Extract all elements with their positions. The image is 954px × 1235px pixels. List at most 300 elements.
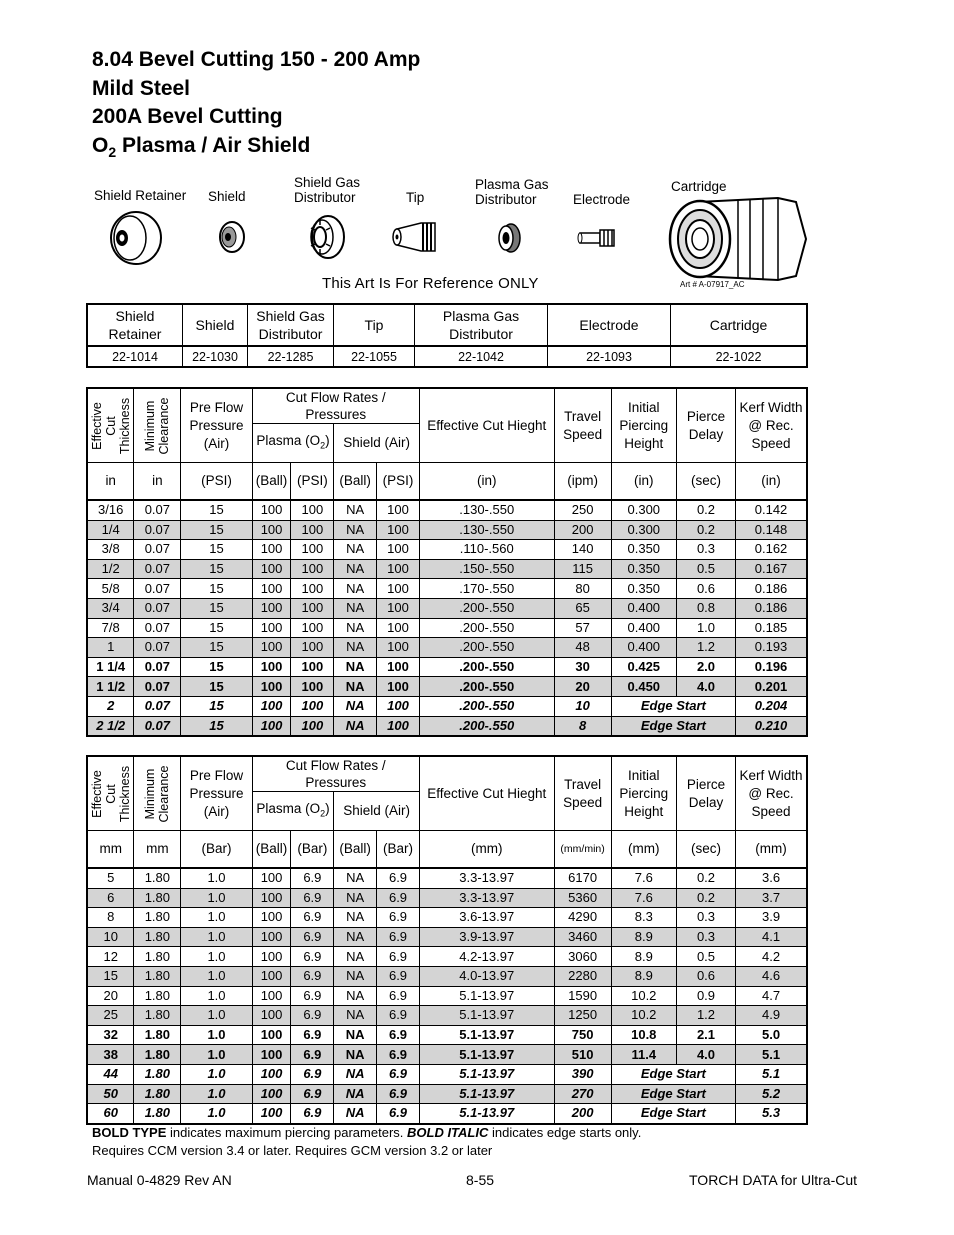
- data-cell: 100: [377, 500, 420, 520]
- data-cell: 0.07: [134, 657, 181, 677]
- part-number: 22-1285: [248, 346, 334, 367]
- data-cell: .130-.550: [419, 500, 554, 520]
- header-preflow: Pre Flow Pressure (Air): [181, 756, 252, 831]
- data-cell: 0.186: [736, 598, 807, 618]
- data-cell: 100: [377, 520, 420, 540]
- data-cell: 0.07: [134, 579, 181, 599]
- data-cell: 4.0: [676, 1045, 735, 1065]
- data-cell: 140: [554, 540, 611, 560]
- data-cell: 1 1/4: [87, 657, 134, 677]
- part-number: 22-1042: [415, 346, 548, 367]
- data-cell: 6.9: [291, 1084, 334, 1104]
- unit-cell: (in): [736, 463, 807, 501]
- data-cell: 4.6: [736, 966, 807, 986]
- data-cell: 6.9: [291, 1006, 334, 1026]
- unit-cell: (mm): [736, 831, 807, 869]
- data-cell: 100: [252, 657, 291, 677]
- data-cell: 1250: [554, 1006, 611, 1026]
- header-plasma: Plasma $(O_2)$: [252, 424, 334, 463]
- table-row: [87, 1045, 807, 1065]
- data-cell: 1.0: [181, 947, 252, 967]
- data-cell: .200-.550: [419, 696, 554, 716]
- data-cell: 6.9: [291, 1025, 334, 1045]
- data-cell: 4.9: [736, 1006, 807, 1026]
- data-cell: 1.80: [134, 1025, 181, 1045]
- data-cell: 100: [377, 598, 420, 618]
- data-cell: 5.0: [736, 1025, 807, 1045]
- data-cell: 0.162: [736, 540, 807, 560]
- data-cell: 15: [181, 500, 252, 520]
- data-cell: 100: [252, 888, 291, 908]
- data-cell: 6.9: [377, 947, 420, 967]
- data-cell: 15: [181, 520, 252, 540]
- data-cell: 5: [87, 868, 134, 888]
- data-cell: 11.4: [611, 1045, 676, 1065]
- data-cell: 100: [252, 947, 291, 967]
- data-cell: 3.3-13.97: [419, 888, 554, 908]
- data-cell: 5360: [554, 888, 611, 908]
- data-cell: 3.3-13.97: [419, 868, 554, 888]
- data-cell: 100: [252, 559, 291, 579]
- label-shield-retainer: Shield Retainer: [94, 188, 187, 203]
- unit-cell: mm: [134, 831, 181, 869]
- table-row: [87, 888, 807, 908]
- page-number: 8-55: [466, 1172, 495, 1188]
- material-title: Mild Steel: [92, 76, 191, 100]
- data-cell: 100: [252, 1006, 291, 1026]
- unit-cell: (PSI): [377, 463, 420, 501]
- section-footer: TORCH DATA for Ultra-Cut: [689, 1172, 858, 1188]
- data-cell: 100: [252, 540, 291, 560]
- header-shield: Shield (Air): [334, 792, 420, 831]
- data-cell: 100: [252, 986, 291, 1006]
- data-cell: 10: [87, 927, 134, 947]
- header-thickness: Effective Cut Thickness: [87, 756, 134, 831]
- data-cell: 100: [291, 540, 334, 560]
- data-cell: 6.9: [377, 908, 420, 928]
- data-cell: 0.204: [736, 696, 807, 716]
- data-cell: Edge Start: [611, 1064, 735, 1084]
- data-cell: 8.9: [611, 966, 676, 986]
- table-row: [87, 696, 807, 716]
- data-cell: 100: [291, 618, 334, 638]
- data-cell: 5.1-13.97: [419, 1045, 554, 1065]
- data-cell: 25: [87, 1006, 134, 1026]
- data-cell: 1 1/2: [87, 677, 134, 697]
- data-cell: 1.0: [181, 908, 252, 928]
- parts-header: Electrode: [548, 304, 671, 346]
- data-cell: 0.400: [611, 598, 676, 618]
- header-kerf: Kerf Width @ Rec. Speed: [736, 756, 807, 831]
- data-cell: 0.5: [676, 559, 735, 579]
- table-row: [87, 947, 807, 967]
- data-cell: 6.9: [377, 986, 420, 1006]
- part-number: 22-1030: [183, 346, 248, 367]
- data-cell: 1.0: [181, 986, 252, 1006]
- data-cell: 100: [377, 618, 420, 638]
- header-iph: Initial Piercing Height: [611, 388, 676, 463]
- data-cell: 6.9: [377, 1025, 420, 1045]
- data-cell: 5.1-13.97: [419, 1084, 554, 1104]
- data-cell: Edge Start: [611, 696, 735, 716]
- consumable-parts-art: [88, 170, 808, 295]
- data-cell: 0.167: [736, 559, 807, 579]
- data-cell: 15: [181, 716, 252, 736]
- table-row: [87, 716, 807, 736]
- data-cell: 100: [252, 908, 291, 928]
- data-cell: 100: [252, 868, 291, 888]
- unit-cell: (Bar): [291, 831, 334, 869]
- shield-image: [218, 220, 246, 254]
- header-shield: Shield (Air): [334, 424, 420, 463]
- data-cell: 2280: [554, 966, 611, 986]
- data-cell: 100: [252, 579, 291, 599]
- table-row: [87, 500, 807, 520]
- data-cell: 5.1: [736, 1045, 807, 1065]
- part-number: 22-1022: [671, 346, 808, 367]
- data-cell: 44: [87, 1064, 134, 1084]
- data-cell: 6: [87, 888, 134, 908]
- data-cell: Edge Start: [611, 1104, 735, 1124]
- data-cell: 3460: [554, 927, 611, 947]
- plasma-gas-distributor-image: [496, 222, 522, 254]
- data-cell: 15: [181, 677, 252, 697]
- data-cell: 1.80: [134, 1104, 181, 1124]
- data-cell: 100: [291, 696, 334, 716]
- data-cell: NA: [334, 868, 377, 888]
- data-cell: 4.0-13.97: [419, 966, 554, 986]
- data-cell: 3/8: [87, 540, 134, 560]
- data-cell: 6.9: [377, 888, 420, 908]
- label-plasma-gas-distributor: Plasma Gas Distributor: [475, 177, 549, 207]
- data-cell: 0.300: [611, 520, 676, 540]
- data-cell: 100: [291, 657, 334, 677]
- data-cell: 10.8: [611, 1025, 676, 1045]
- data-cell: 20: [87, 986, 134, 1006]
- data-cell: 0.210: [736, 716, 807, 736]
- unit-cell: (Ball): [334, 831, 377, 869]
- unit-cell: (mm/min): [554, 831, 611, 869]
- data-cell: 1.80: [134, 868, 181, 888]
- table-row: [87, 966, 807, 986]
- table-row: [87, 598, 807, 618]
- data-cell: 3.9-13.97: [419, 927, 554, 947]
- data-cell: 100: [291, 638, 334, 658]
- data-cell: 0.350: [611, 540, 676, 560]
- data-cell: 1.80: [134, 1084, 181, 1104]
- data-cell: NA: [334, 677, 377, 697]
- shield-retainer-image: [108, 210, 164, 266]
- data-cell: 200: [554, 520, 611, 540]
- data-cell: 80: [554, 579, 611, 599]
- data-cell: .200-.550: [419, 677, 554, 697]
- data-cell: 2 1/2: [87, 716, 134, 736]
- data-cell: 0.3: [676, 908, 735, 928]
- header-cutflow: Cut Flow Rates / Pressures: [252, 388, 419, 424]
- data-cell: 100: [252, 677, 291, 697]
- data-cell: 0.450: [611, 677, 676, 697]
- data-cell: NA: [334, 520, 377, 540]
- data-cell: 1.0: [181, 966, 252, 986]
- data-cell: 1.0: [181, 868, 252, 888]
- data-cell: 200: [554, 1104, 611, 1124]
- section-title: 8.04 Bevel Cutting 150 - 200 Amp: [92, 48, 421, 71]
- data-cell: 0.07: [134, 618, 181, 638]
- data-cell: 100: [252, 716, 291, 736]
- label-tip: Tip: [406, 190, 425, 205]
- data-cell: .150-.550: [419, 559, 554, 579]
- data-cell: 0.07: [134, 559, 181, 579]
- data-cell: 0.07: [134, 716, 181, 736]
- data-cell: 10: [554, 696, 611, 716]
- header-clearance: Minimum Clearance: [134, 388, 181, 463]
- data-cell: 0.07: [134, 540, 181, 560]
- data-cell: 100: [291, 520, 334, 540]
- data-cell: 510: [554, 1045, 611, 1065]
- data-cell: 0.148: [736, 520, 807, 540]
- data-cell: .200-.550: [419, 638, 554, 658]
- data-cell: NA: [334, 598, 377, 618]
- data-cell: 390: [554, 1064, 611, 1084]
- data-cell: 0.2: [676, 888, 735, 908]
- data-cell: 100: [377, 677, 420, 697]
- data-cell: 100: [377, 716, 420, 736]
- table-row: [87, 986, 807, 1006]
- data-cell: 0.6: [676, 579, 735, 599]
- data-cell: 4.1: [736, 927, 807, 947]
- data-cell: 100: [252, 638, 291, 658]
- data-cell: NA: [334, 579, 377, 599]
- data-cell: 100: [291, 579, 334, 599]
- table-row: [87, 559, 807, 579]
- shield-gas-distributor-image: [306, 214, 346, 260]
- data-cell: 3/16: [87, 500, 134, 520]
- table-row: [87, 908, 807, 928]
- part-number: 22-1093: [548, 346, 671, 367]
- table-row: [87, 540, 807, 560]
- parts-header: Shield: [183, 304, 248, 346]
- parts-header: Tip: [334, 304, 415, 346]
- data-cell: 1/4: [87, 520, 134, 540]
- data-cell: NA: [334, 966, 377, 986]
- data-cell: 2.0: [676, 657, 735, 677]
- data-cell: 3.7: [736, 888, 807, 908]
- data-cell: 6.9: [291, 868, 334, 888]
- header-thickness: Effective Cut Thickness: [87, 388, 134, 463]
- data-cell: .110-.560: [419, 540, 554, 560]
- data-cell: 6.9: [377, 868, 420, 888]
- data-cell: 1.0: [181, 1104, 252, 1124]
- header-travel: Travel Speed: [554, 756, 611, 831]
- data-cell: 10.2: [611, 986, 676, 1006]
- data-cell: 0.193: [736, 638, 807, 658]
- data-cell: 100: [291, 677, 334, 697]
- unit-cell: (Bar): [181, 831, 252, 869]
- table-row: [87, 677, 807, 697]
- table-row: [87, 1084, 807, 1104]
- data-cell: NA: [334, 540, 377, 560]
- data-cell: .200-.550: [419, 598, 554, 618]
- data-cell: NA: [334, 1084, 377, 1104]
- unit-cell: (in): [611, 463, 676, 501]
- unit-cell: (PSI): [291, 463, 334, 501]
- data-cell: 32: [87, 1025, 134, 1045]
- data-cell: 3060: [554, 947, 611, 967]
- header-iph: Initial Piercing Height: [611, 756, 676, 831]
- table-row: [87, 1104, 807, 1124]
- data-cell: 100: [252, 696, 291, 716]
- data-cell: 1.80: [134, 986, 181, 1006]
- data-cell: 1.0: [676, 618, 735, 638]
- data-cell: 0.201: [736, 677, 807, 697]
- data-cell: 0.9: [676, 986, 735, 1006]
- data-cell: 7.6: [611, 888, 676, 908]
- data-cell: .200-.550: [419, 716, 554, 736]
- header-cutflow: Cut Flow Rates / Pressures: [252, 756, 419, 792]
- data-cell: 6.9: [291, 966, 334, 986]
- data-cell: 1: [87, 638, 134, 658]
- cartridge-image: [668, 194, 808, 284]
- part-number: 22-1055: [334, 346, 415, 367]
- data-cell: 0.2: [676, 500, 735, 520]
- data-cell: 57: [554, 618, 611, 638]
- data-cell: NA: [334, 1025, 377, 1045]
- label-shield-gas-distributor: Shield Gas Distributor: [294, 175, 361, 205]
- data-cell: 38: [87, 1045, 134, 1065]
- data-cell: 1.0: [181, 927, 252, 947]
- header-travel: Travel Speed: [554, 388, 611, 463]
- data-cell: 4.0: [676, 677, 735, 697]
- data-cell: 100: [291, 500, 334, 520]
- table-row: [87, 1025, 807, 1045]
- data-cell: 1.2: [676, 638, 735, 658]
- data-cell: 0.142: [736, 500, 807, 520]
- data-cell: 4.2-13.97: [419, 947, 554, 967]
- data-cell: 5.1-13.97: [419, 1025, 554, 1045]
- data-cell: 0.07: [134, 520, 181, 540]
- data-cell: 100: [377, 696, 420, 716]
- data-cell: 100: [291, 559, 334, 579]
- data-cell: .200-.550: [419, 657, 554, 677]
- data-cell: 1.0: [181, 888, 252, 908]
- data-cell: 100: [252, 927, 291, 947]
- data-cell: 50: [87, 1084, 134, 1104]
- reference-note: This Art Is For Reference ONLY: [322, 275, 539, 292]
- data-cell: 15: [181, 657, 252, 677]
- data-cell: 8: [554, 716, 611, 736]
- unit-cell: (sec): [676, 463, 735, 501]
- header-pierce: Pierce Delay: [676, 756, 735, 831]
- data-cell: 15: [181, 559, 252, 579]
- data-cell: 2.1: [676, 1025, 735, 1045]
- version-requirement-note: Requires CCM version 3.4 or later. Requires GCM version 3.2 or later: [92, 1143, 493, 1158]
- data-cell: Edge Start: [611, 716, 735, 736]
- data-cell: 6.9: [291, 927, 334, 947]
- data-cell: 15: [87, 966, 134, 986]
- data-cell: 100: [252, 618, 291, 638]
- table-row: [87, 1064, 807, 1084]
- data-cell: 100: [377, 579, 420, 599]
- data-cell: 1.80: [134, 888, 181, 908]
- data-cell: 6.9: [377, 1045, 420, 1065]
- header-pierce: Pierce Delay: [676, 388, 735, 463]
- data-cell: 2: [87, 696, 134, 716]
- data-cell: 6.9: [377, 927, 420, 947]
- header-ech: Effective Cut Hieght: [419, 388, 554, 463]
- data-cell: 48: [554, 638, 611, 658]
- data-cell: 6.9: [377, 1104, 420, 1124]
- data-cell: 5.1-13.97: [419, 1006, 554, 1026]
- data-cell: 100: [252, 1084, 291, 1104]
- unit-cell: (PSI): [181, 463, 252, 501]
- data-cell: 0.425: [611, 657, 676, 677]
- data-cell: 1.0: [181, 1006, 252, 1026]
- data-cell: 0.2: [676, 520, 735, 540]
- data-cell: 7/8: [87, 618, 134, 638]
- data-cell: .170-.550: [419, 579, 554, 599]
- data-cell: NA: [334, 638, 377, 658]
- unit-cell: mm: [87, 831, 134, 869]
- data-cell: 6.9: [291, 947, 334, 967]
- data-cell: 0.300: [611, 500, 676, 520]
- data-cell: 5.1-13.97: [419, 1104, 554, 1124]
- page-title-block: [92, 46, 420, 166]
- data-cell: 0.07: [134, 598, 181, 618]
- data-cell: 0.400: [611, 618, 676, 638]
- data-cell: 100: [377, 657, 420, 677]
- data-cell: 1590: [554, 986, 611, 1006]
- data-cell: 6.9: [377, 1084, 420, 1104]
- parts-number-table: [86, 303, 808, 368]
- data-cell: 100: [252, 520, 291, 540]
- process-title: 200A Bevel Cutting: [92, 105, 283, 128]
- art-number: Art # A-07917_AC: [680, 280, 745, 289]
- unit-cell: (ipm): [554, 463, 611, 501]
- data-cell: 4.7: [736, 986, 807, 1006]
- data-cell: 1.80: [134, 947, 181, 967]
- data-cell: 250: [554, 500, 611, 520]
- table-row: [87, 927, 807, 947]
- data-cell: 0.07: [134, 638, 181, 658]
- data-cell: .130-.550: [419, 520, 554, 540]
- parts-header: Shield Retainer: [87, 304, 183, 346]
- data-cell: 6.9: [377, 1064, 420, 1084]
- data-cell: 100: [377, 540, 420, 560]
- data-cell: Edge Start: [611, 1084, 735, 1104]
- unit-cell: (in): [419, 463, 554, 501]
- data-cell: 1.0: [181, 1045, 252, 1065]
- parts-header: Shield Gas Distributor: [248, 304, 334, 346]
- data-cell: 0.186: [736, 579, 807, 599]
- tip-image: [391, 220, 441, 254]
- data-cell: 5.3: [736, 1104, 807, 1124]
- data-cell: 15: [181, 598, 252, 618]
- data-cell: 8: [87, 908, 134, 928]
- data-cell: 12: [87, 947, 134, 967]
- data-cell: 15: [181, 540, 252, 560]
- data-cell: 1.80: [134, 1064, 181, 1084]
- data-cell: 65: [554, 598, 611, 618]
- data-cell: NA: [334, 908, 377, 928]
- data-cell: 8.3: [611, 908, 676, 928]
- data-cell: 750: [554, 1025, 611, 1045]
- parts-header: Plasma Gas Distributor: [415, 304, 548, 346]
- data-cell: 30: [554, 657, 611, 677]
- data-cell: 100: [252, 1064, 291, 1084]
- data-cell: 100: [252, 1025, 291, 1045]
- data-cell: 10.2: [611, 1006, 676, 1026]
- data-cell: NA: [334, 716, 377, 736]
